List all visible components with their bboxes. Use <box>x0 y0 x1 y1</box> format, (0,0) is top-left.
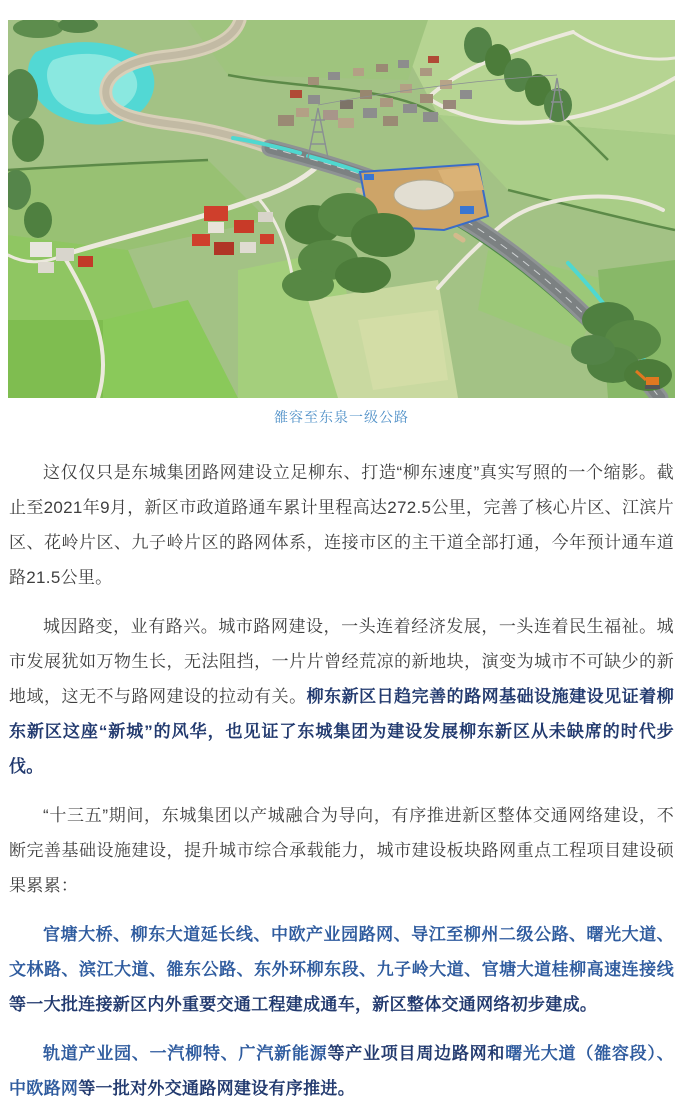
text-segment: 这仅仅只是东城集团路网建设立足柳东、打造“柳东速度”真实写照的一个缩影。截止至2021年9月，新区市政道路通车累计里程高达272.5公里，完善了核心片区、江滨片区、花岭片区、九子岭片区的路网体系，连接市区的主干道全部打通，今年预计通车道路21.5公里。 <box>9 463 674 587</box>
text-segment: 官塘大桥、柳东大道延长线、中欧产业园路网、导江至柳州二级公路、曙光大道、文林路、滨江大道、雒东公路、东外环柳东段、九子岭大道、官塘大道桂柳高速连接线 <box>9 925 674 979</box>
para-roads-in-progress <box>9 1036 674 1106</box>
para-city-growth <box>9 609 674 784</box>
text-segment: 等一大批连接新区内外重要交通工程建成通车，新区整体交通网络初步建成。 <box>9 995 598 1014</box>
para-13th-five-year <box>9 798 674 903</box>
text-segment: 等产业项目周边路网和 <box>327 1044 506 1063</box>
para-completed-roads <box>9 917 674 1022</box>
text-segment: 柳东新区日趋完善的路网基础设施建设见证着柳东新区这座“新城”的风华，也见证了东城集团为建设发展柳东新区从未缺席的时代步伐。 <box>9 687 674 776</box>
text-segment: 等一批对外交通路网建设有序推进。 <box>78 1079 356 1098</box>
article-body <box>8 427 675 1106</box>
text-segment: 城因路变，业有路兴。城市路网建设，一头连着经济发展，一头连着民生福祉。城市发展犹如万物生长，无法阻挡，一片片曾经荒凉的新地块，演变为城市不可缺少的新地域，这无不与路网建设的拉动有关。 <box>9 617 674 706</box>
article-photo <box>8 20 675 398</box>
para-summary <box>9 455 674 595</box>
text-segment: “十三五”期间，东城集团以产城融合为导向，有序推进新区整体交通网络建设，不断完善基础设施建设，提升城市综合承载能力，城市建设板块路网重点工程项目建设硕果累累： <box>9 806 674 895</box>
text-segment: 曙光大道（雒容段）、中欧路网 <box>9 1044 675 1098</box>
photo-caption: 雒容至东泉一级公路 <box>274 409 409 425</box>
text-segment: 轨道产业园、一汽柳特、广汽新能源 <box>43 1044 328 1063</box>
